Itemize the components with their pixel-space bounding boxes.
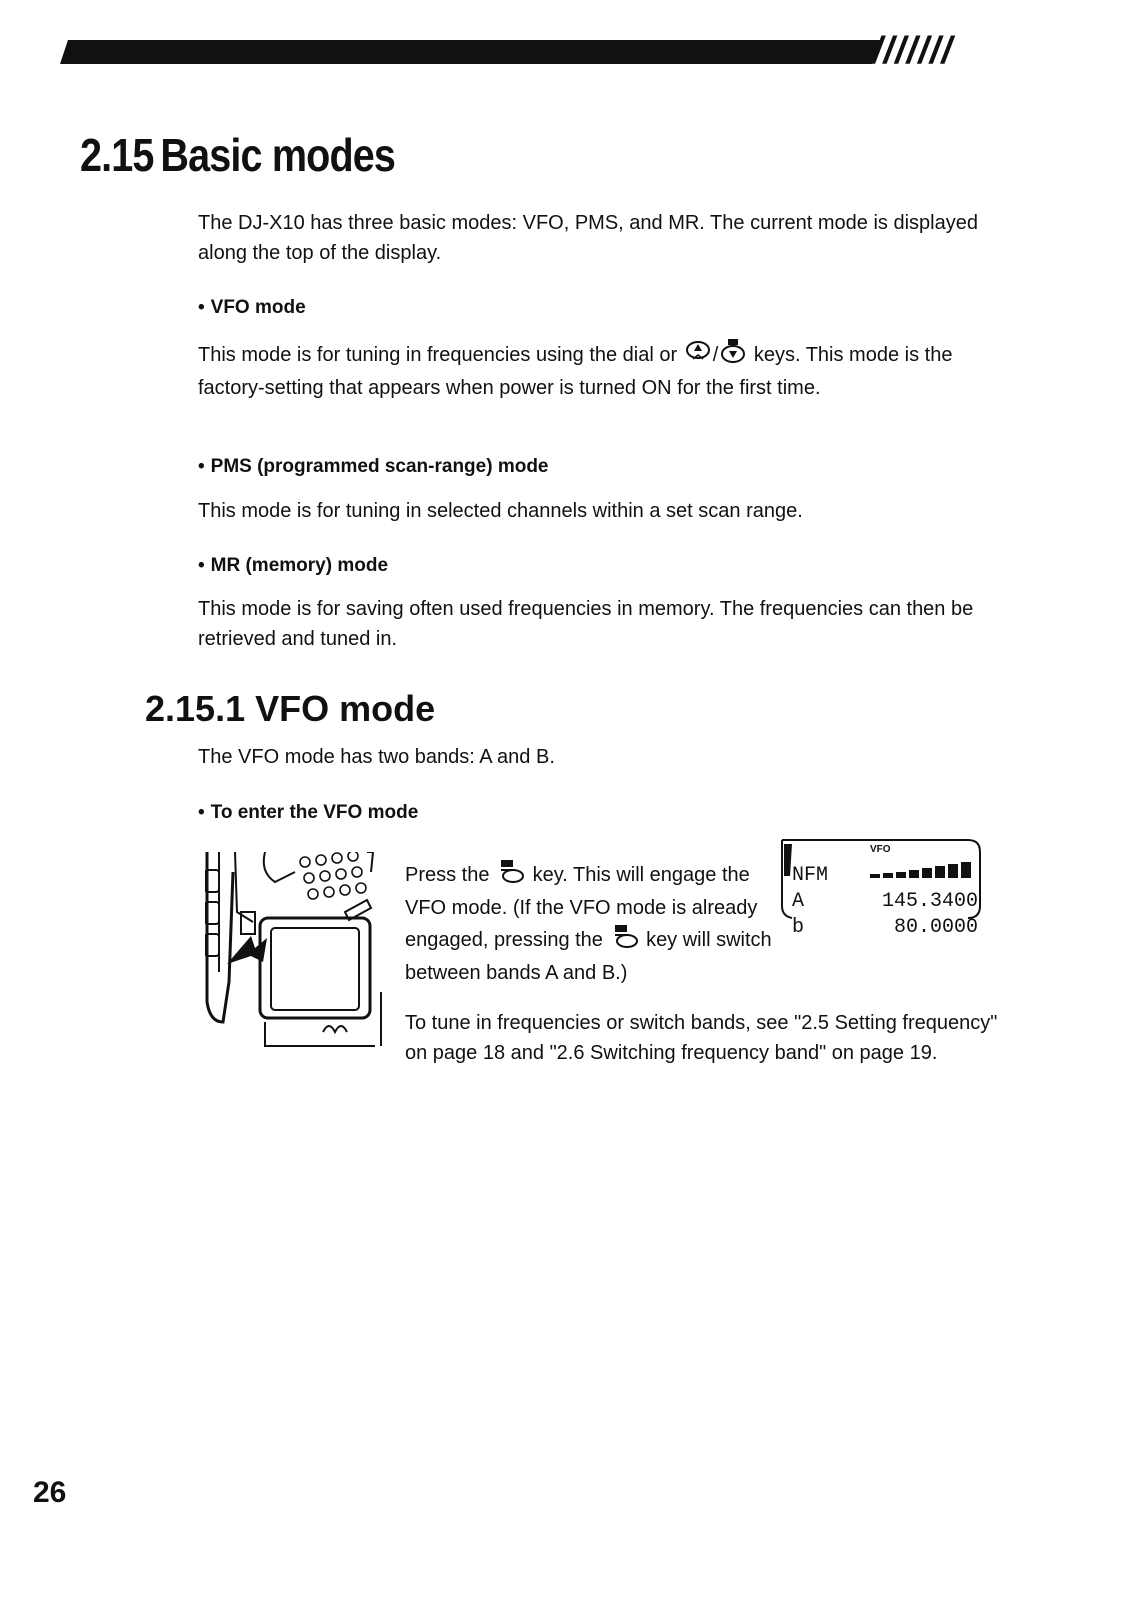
mr-mode-heading-text: MR (memory) mode [210, 555, 389, 576]
press-part1: Press the [405, 863, 490, 886]
mr-mode-heading [198, 555, 388, 577]
lcd-band-a-label: A [792, 890, 805, 913]
down-key-icon [720, 338, 746, 373]
lcd-mode-label: VFO [870, 844, 891, 855]
up-key-icon [685, 339, 711, 372]
subsection-title [145, 688, 435, 730]
radio-illustration [205, 852, 385, 1048]
header-rule [60, 40, 880, 64]
subsection-title-text: VFO mode [255, 688, 436, 729]
vfo-key-icon [497, 858, 525, 893]
pms-mode-text: This mode is for tuning in selected channels within a set scan range. [198, 500, 803, 522]
press-part3: key will switch between bands A and B.) [405, 928, 772, 984]
section-title [80, 128, 395, 182]
press-instruction [405, 858, 785, 988]
enter-vfo-heading-text: To enter the VFO mode [210, 802, 419, 823]
lcd-band-b-label: b [792, 916, 805, 938]
lcd-display [778, 836, 982, 938]
pms-mode-heading-text: PMS (programmed scan-range) mode [210, 456, 549, 477]
section-number: 2.15 [80, 129, 154, 181]
bullet: • [198, 456, 205, 477]
lcd-band-a-freq: 145.3400 [881, 890, 978, 913]
key-separator: / [712, 343, 719, 366]
vfo-mode-text [198, 338, 978, 403]
header-slashes: /////// [872, 30, 953, 72]
lcd-mode-text: NFM [792, 864, 829, 887]
bullet: • [198, 802, 205, 823]
page-number: 26 [33, 1476, 67, 1509]
section-title-text: Basic modes [160, 129, 396, 181]
vfo-mode-text-after: keys. This mode is the factory-setting that appears when power is turned ON for the first time. [198, 343, 953, 399]
vfo-mode-text-before: This mode is for tuning in frequencies using the dial or [198, 343, 678, 366]
signal-meter-icon [870, 862, 971, 878]
enter-vfo-heading [198, 802, 418, 824]
section-intro: The DJ-X10 has three basic modes: VFO, PMS, and MR. The current mode is displayed along the top of the display. [198, 212, 978, 264]
bullet: • [198, 555, 205, 576]
press-part2: key. This will engage the VFO mode. (If the VFO mode is already engaged, pressing the [405, 863, 758, 951]
mr-mode-text: This mode is for saving often used frequencies in memory. The frequencies can then be retrieved and tuned in. [198, 598, 974, 650]
subsection-intro: The VFO mode has two bands: A and B. [198, 746, 555, 768]
vfo-mode-heading [198, 297, 306, 319]
subsection-number: 2.15.1 [145, 688, 246, 729]
lcd-band-b-freq: 80.0000 [893, 916, 978, 938]
pms-mode-heading [198, 456, 549, 478]
vfo-key-icon [611, 923, 639, 958]
bullet: • [198, 297, 205, 318]
tune-reference-text: To tune in frequencies or switch bands, see "2.5 Setting frequency" on page 18 and "2.6 Switching frequency band" on page 19. [405, 1012, 998, 1064]
vfo-mode-heading-text: VFO mode [210, 297, 306, 318]
